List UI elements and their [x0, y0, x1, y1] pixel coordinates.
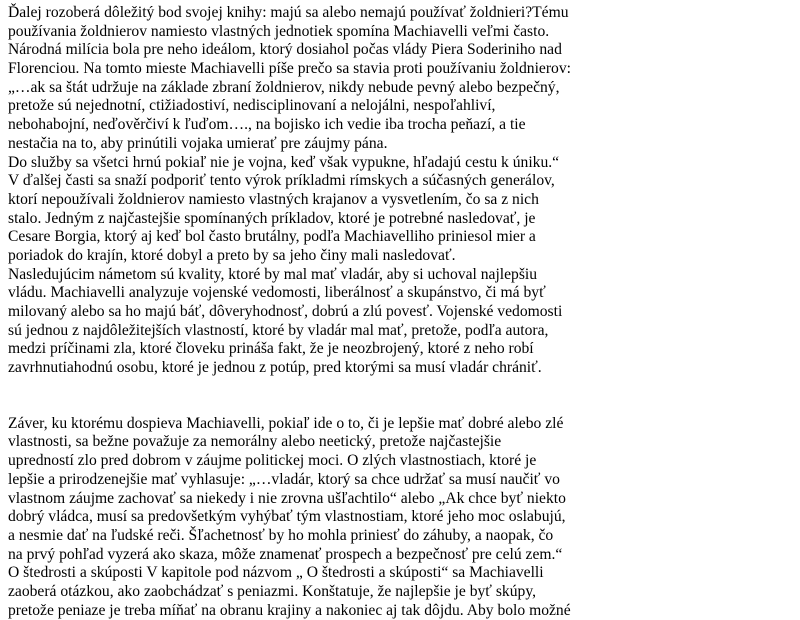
text-line: lepšie a prirodzenejšie mať vyhlasuje: „…vladár, ktorý sa chce udržať sa musí naučiť vo	[8, 470, 560, 488]
text-line: zaoberá otázkou, ako zaobchádzať s peniazmi. Konštatuje, že najlepšie je byť skúpy,	[8, 582, 537, 600]
text-line: V ďalšej časti sa snaží podporiť tento výrok príkladmi rímskych a súčasných generálov,	[8, 172, 555, 190]
text-line: Záver, ku ktorému dospieva Machiavelli, pokiaľ ide o to, či je lepšie mať dobré alebo zlé	[8, 414, 564, 432]
text-line: vládu. Machiavelli analyzuje vojenské vedomosti, liberálnosť a skupánstvo, či má byť	[8, 284, 546, 302]
text-line: pretože sú nejednotní, ctižiadostiví, nedisciplinovaní a nelojálni, nespoľahliví,	[8, 97, 496, 115]
paragraph-block-2	[8, 415, 788, 620]
text-line: poriadok do krajín, ktoré dobyl a preto by sa jeho činy mali nasledovať.	[8, 246, 456, 264]
text-line: Florenciou. Na tomto mieste Machiavelli píše prečo sa stavia proti používaniu žoldnierov:	[8, 60, 571, 78]
text-line: sú jednou z najdôležitejších vlastností, ktoré by vladár mal mať, pretože, podľa autora,	[8, 321, 549, 339]
text-line: O štedrosti a skúposti V kapitole pod názvom „ O štedrosti a skúposti“ sa Machiavelli	[8, 564, 544, 582]
text-line: Nasledujúcim námetom sú kvality, ktoré by mal mať vladár, aby si uchoval najlepšiu	[8, 265, 538, 283]
text-line: Ďalej rozoberá dôležitý bod svojej knihy: majú sa alebo nemajú používať žoldnieri?Tému	[8, 4, 569, 21]
text-line: vlastnosti, sa bežne považuje za nemorálny alebo neetický, pretože najčastejšie	[8, 433, 502, 451]
text-line: stalo. Jedným z najčastejšie spomínaných príkladov, ktoré je potrebné nasledovať, je	[8, 209, 536, 227]
text-line: Národná milícia bola pre neho ideálom, ktorý dosiahol počas vlády Piera Soderiniho nad	[8, 41, 562, 59]
text-line: nebohabojní, neďověrčiví k ľuďom…., na bojisko ich vedie iba trocha peňazí, a tie	[8, 116, 526, 134]
text-line: „…ak sa štát udržuje na základe zbraní žoldnierov, nikdy nebude pevný alebo bezpečný,	[8, 78, 560, 96]
text-line: ktorí nepoužívali žoldnierov namiesto vlastných krajanov a vysvetlením, čo sa z nich	[8, 190, 539, 208]
text-line: medzi príčinami zla, ktoré človeku prináša fakt, že je neozbrojený, ktoré z neho robí	[8, 340, 534, 358]
text-line: a nesmie dať na ľudské reči. Šľachetnosť by ho mohla priniesť do záhuby, a naopak, čo	[8, 526, 554, 544]
text-line: milovaný alebo sa ho majú báť, dôveryhodnosť, dobrú a zlú povesť. Vojenské vedomosti	[8, 303, 563, 320]
paragraph-block-1	[8, 4, 788, 378]
text-line: vlastnom záujme zachovať sa niekedy i nie zrovna ušľachtilo“ alebo „Ak chce byť niekto	[8, 489, 566, 507]
text-line: dobrý vládca, musí sa predovšetkým vyhýbať tým vlastnostiam, ktoré jeho moc oslabujú,	[8, 508, 566, 526]
document-body	[8, 4, 788, 620]
text-line: Do služby sa všetci hrnú pokiaľ nie je vojna, keď však vypukne, hľadajú cestu k úniku.“	[8, 153, 560, 171]
text-line: Cesare Borgia, ktorý aj keď bol často brutálny, podľa Machiavelliho priniesol mier a	[8, 228, 536, 246]
text-line: pretože peniaze je treba míňať na obranu krajiny a nakoniec aj tak dôjdu. Aby bolo možné	[8, 601, 571, 619]
text-line: zavrhnutiahodnú osobu, ktoré je jednou z potúp, pred ktorými sa musí vladár chrániť.	[8, 359, 542, 377]
text-line: na prvý pohľad vyzerá ako skaza, môže znamenať prospech a bezpečnosť pre celú zem.“	[8, 545, 563, 563]
paragraph-gap	[8, 378, 788, 415]
text-line: upredností zlo pred dobrom v záujme politickej moci. O zlých vlastnostiach, ktoré je	[8, 452, 537, 470]
text-line: používania žoldnierov namiesto vlastných jednotiek spomína Machiavelli veľmi často.	[8, 22, 550, 40]
text-line: nestačia na to, aby prinútili vojaka umierať pre záujmy pána.	[8, 134, 388, 152]
